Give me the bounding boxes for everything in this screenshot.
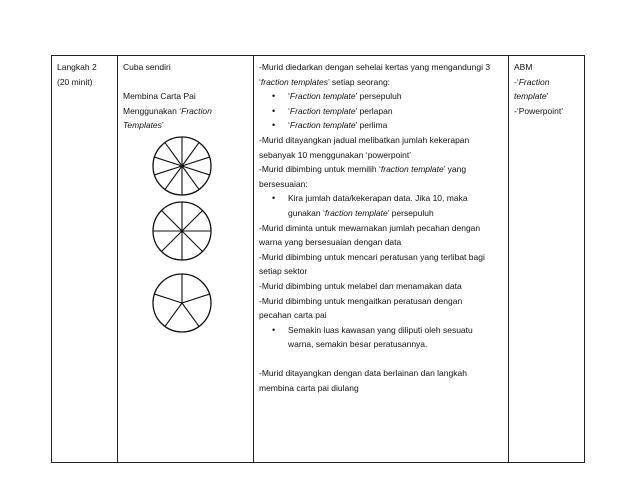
procedure-step-line: pecahan carta pai <box>259 310 327 321</box>
pie-sector-divider <box>182 303 199 326</box>
procedure-step-line: sebanyak 10 menggunakan ‘powerpoint’ <box>259 149 412 160</box>
fraction-template-tenths <box>151 135 213 197</box>
materials-item-1-line2: template’ <box>514 91 549 102</box>
pie-sector-divider <box>182 294 210 303</box>
table-bottom-border <box>51 462 585 463</box>
column-divider-2 <box>253 55 254 463</box>
activity-title: Cuba sendiri <box>123 62 171 72</box>
procedure-step-line: -Murid dibimbing untuk memilih ‘fraction template’ yang <box>259 164 467 175</box>
activity-subtitle-line1: Membina Carta Pai <box>123 91 196 102</box>
table-left-border <box>51 55 52 463</box>
list-item: • ‘Fraction template’ perlima <box>259 118 505 133</box>
list-item: • Kira jumlah data/kekerapan data. Jika 10, maka gunakan ‘fraction template’ persepuluh <box>259 191 505 220</box>
fraction-template-eighths <box>151 200 213 262</box>
procedure-step-line: -Murid diminta untuk mewarnakan jumlah pecahan dengan <box>259 222 481 233</box>
procedure-intro-line1: -Murid diedarkan dengan sehelai kertas yang mengandungi 3 <box>259 62 491 72</box>
materials-title: ABM <box>514 62 533 72</box>
pie-sector-divider <box>154 157 182 166</box>
procedure-step-line: -Murid dibimbing untuk mengaitkan peratusan dengan <box>259 295 463 306</box>
template-list <box>259 89 505 133</box>
step-label: Langkah 2 <box>57 62 97 72</box>
pie-sector-divider <box>161 210 182 231</box>
column-divider-3 <box>508 55 509 463</box>
table-top-border <box>51 55 585 56</box>
pie-sector-divider <box>182 166 210 175</box>
tip-list <box>259 323 505 352</box>
pie-sector-divider <box>182 166 199 189</box>
pie-sector-divider <box>154 294 182 303</box>
procedure-step-line: warna yang bersesuaian dengan data <box>259 237 402 248</box>
procedure-step-line: bersesuaian: <box>259 178 308 189</box>
pie-sector-divider <box>165 143 182 166</box>
materials-cell <box>514 60 563 118</box>
pie-sector-divider <box>182 157 210 166</box>
activity-cell <box>123 60 212 133</box>
activity-subtitle-line3: Templates’ <box>123 120 164 131</box>
pie-sector-divider <box>154 166 182 175</box>
table-right-border <box>584 55 585 463</box>
pie-sector-divider <box>182 210 203 231</box>
procedure-step-line: -Murid dibimbing untuk melabel dan menamakan data <box>259 280 462 291</box>
procedure-step-line: membina carta pai diulang <box>259 383 359 394</box>
procedure-intro-line2: ‘fraction templates’ setiap seorang: <box>259 76 391 87</box>
pie-sector-divider <box>161 231 182 252</box>
pie-sector-divider <box>165 166 182 189</box>
step-duration: (20 minit) <box>57 76 93 87</box>
list-item: • Semakin luas kawasan yang diliputi oleh sesuatu warna, semakin besar peratusannya. <box>259 323 505 352</box>
procedure-step-line: -Murid ditayangkan dengan data berlainan dan langkah <box>259 368 467 379</box>
fraction-template-fifths <box>151 272 213 334</box>
pie-sector-divider <box>182 231 203 252</box>
pie-sector-divider <box>165 303 182 326</box>
procedure-cell <box>259 60 505 396</box>
activity-subtitle-line2: Menggunakan ‘Fraction <box>123 105 212 116</box>
procedure-step-line: -Murid dibimbing untuk mencari peratusan yang terlibat bagi <box>259 251 485 262</box>
column-divider-1 <box>117 55 118 463</box>
procedure-step-line: -Murid ditayangkan jadual melibatkan jumlah kekerapan <box>259 134 470 145</box>
procedure-step-line: setiap sektor <box>259 266 308 277</box>
materials-item-2: -‘Powerpoint’ <box>514 105 564 116</box>
pie-sector-divider <box>182 143 199 166</box>
tip-list <box>259 191 505 220</box>
list-item: • ‘Fraction template’ perlapan <box>259 104 505 119</box>
materials-item-1-line1: -‘Fraction <box>514 76 550 87</box>
step-cell <box>57 60 97 89</box>
list-item: • ‘Fraction template’ persepuluh <box>259 89 505 104</box>
